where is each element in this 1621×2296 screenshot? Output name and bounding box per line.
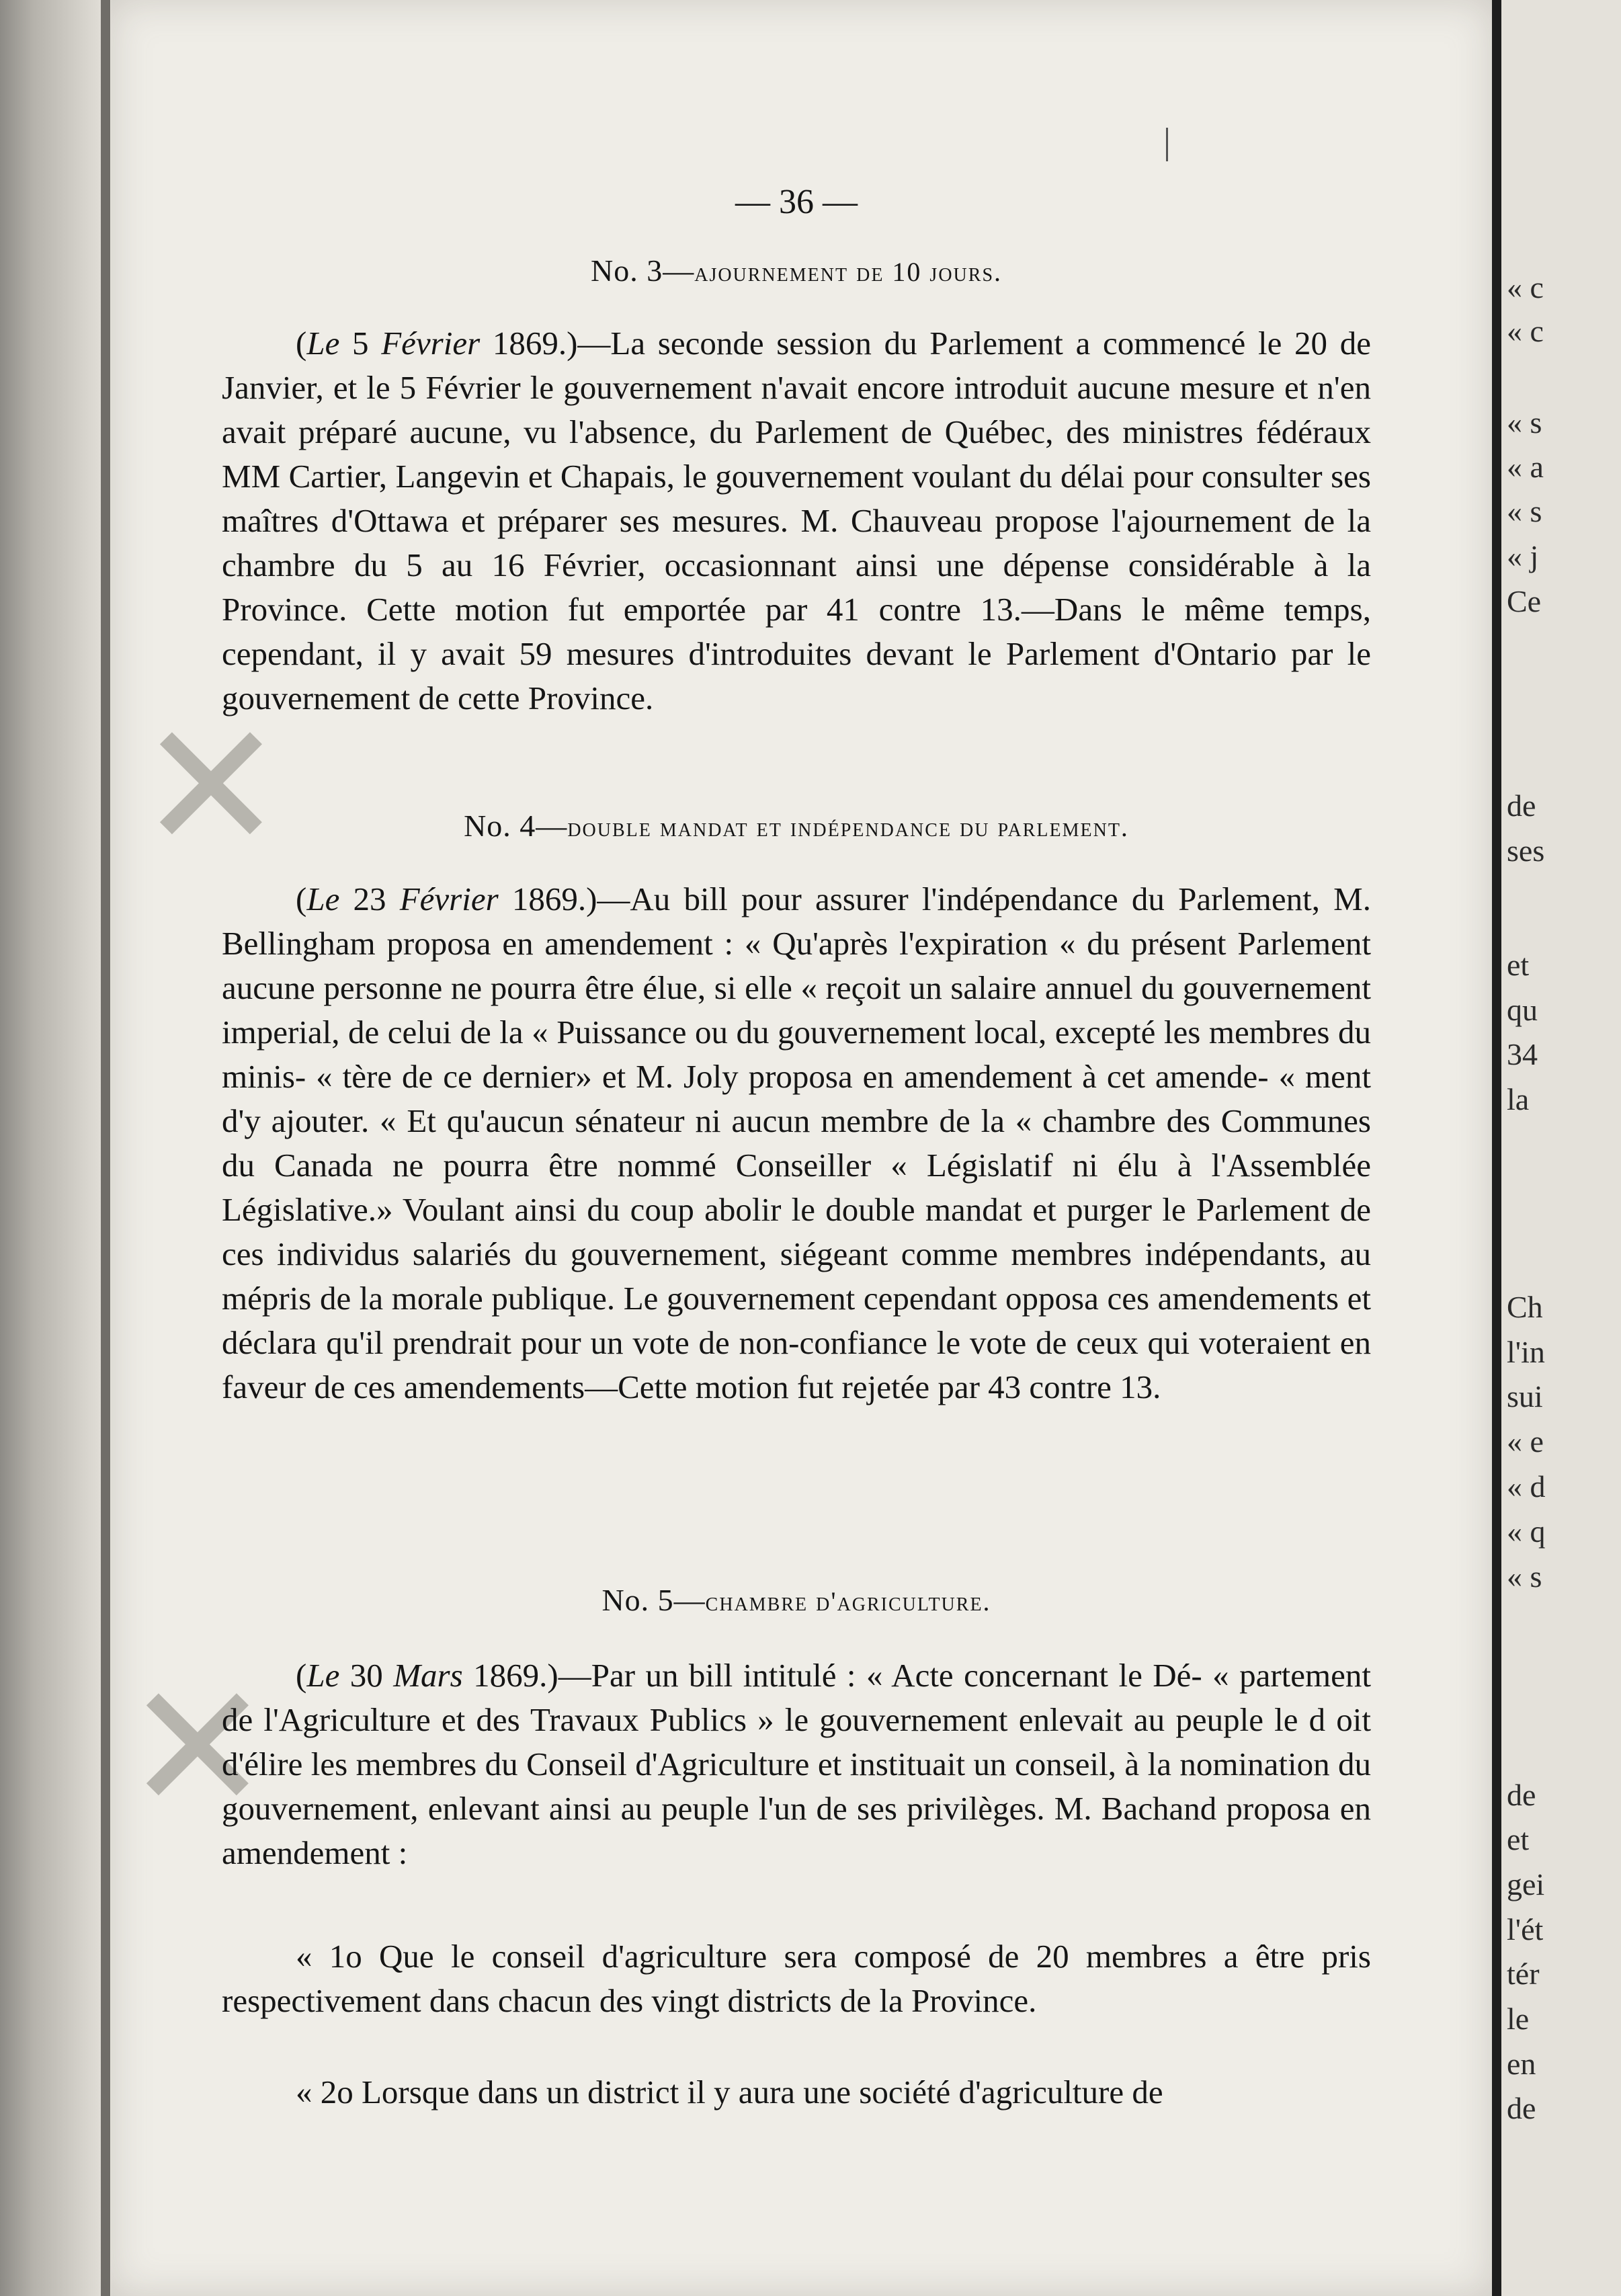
adjacent-page-fragment: « c — [1507, 270, 1544, 304]
amendment-clause-2: « 2o Lorsque dans un district il y aura une société d'agriculture de — [296, 2074, 1163, 2110]
adjacent-page-fragment: Ch — [1507, 1290, 1543, 1324]
date-year: 1869.) — [498, 880, 597, 917]
adjacent-page-fragment: gei — [1507, 1867, 1545, 1901]
adjacent-page-fragment: « j — [1507, 539, 1539, 573]
date-bracket: ( — [296, 1657, 307, 1694]
section-paragraph — [222, 321, 1371, 721]
adjacent-page-fragment: l'in — [1507, 1335, 1545, 1369]
date-le: Le — [306, 325, 340, 362]
date-year: 1869.) — [462, 1657, 558, 1694]
date-month: Février — [399, 880, 499, 917]
section-number: No. 3— — [590, 253, 695, 288]
adjacent-page-fragment: la — [1507, 1082, 1530, 1116]
adjacent-page-fragment: « s — [1507, 494, 1542, 528]
adjacent-page-fragment: l'ét — [1507, 1912, 1544, 1946]
date-month: Mars — [393, 1657, 463, 1694]
left-scan-margin — [0, 0, 111, 2296]
adjacent-page-fragment: de — [1507, 2091, 1536, 2125]
section-title: ajournement de 10 jours. — [694, 257, 1003, 287]
section-number: No. 5— — [601, 1583, 706, 1617]
date-day: 30 — [339, 1657, 394, 1694]
adjacent-page-fragment: « s — [1507, 1559, 1542, 1594]
section-heading-3 — [222, 249, 1371, 294]
date-le: Le — [306, 880, 340, 917]
adjacent-page-fragment: « s — [1507, 405, 1542, 440]
adjacent-page-fragment: « a — [1507, 450, 1544, 484]
section-paragraph — [222, 877, 1371, 1409]
page-edge — [1492, 0, 1501, 2296]
adjacent-page-fragment: « c — [1507, 314, 1544, 348]
paragraph-text: —La seconde session du Parlement a commencé le 20 de Janvier, et le 5 Février le gouvernement n'avait encore introduit aucune mesure et n'en avait préparé aucune, vu l'absence, du Parlement de Québec, des ministres fédéraux MM Cartier, Langevin et Chapais, le gouvernement voulant du délai pour consulter ses maîtres d'Ottawa et préparer ses mesures. M. Chauveau propose l'ajournement de la chambre du 5 au 16 Février, occasionnant ainsi une dépense considérable à la Province. Cette motion fut emportée par 41 contre 13.—Dans le même temps, cependant, il y avait 59 mesures d'introduites devant le Parlement d'Ontario par le gouvernement de cette Province. — [222, 325, 1371, 716]
adjacent-page-fragment: 34 — [1507, 1037, 1538, 1071]
page-number: — 36 — — [735, 183, 858, 221]
section-paragraph — [222, 1653, 1371, 1875]
section-number: No. 4— — [464, 809, 568, 843]
adjacent-page-fragment: de — [1507, 1778, 1536, 1812]
paragraph-text: —Au bill pour assurer l'indépendance du Parlement, M. Bellingham proposa en amendement : « Qu'après l'expiration « du présent Parlement aucune personne ne pourra être élue, si elle « reçoit un salaire annuel du gouvernement imperial, de celui de la « Puissance ou du gouvernement local, excepté les membres du minis- « tère de ce dernier» et M. Joly proposa en amendement à cet amende- « ment d'y ajouter. « Et qu'aucun sénateur ni aucun membre de la « chambre des Communes du Canada ne pourra être nommé Conseiller « Législatif ni élu à l'Assemblée Législative.» Voulant ainsi du coup abolir le double mandat et purger le Parlement de ces individus salariés du gouvernement, siégeant comme membres indépendants, au mépris de la morale publique. Le gouvernement cependant opposa ces amendements et déclara qu'il prendrait pour un vote de non-confiance le vote de ceux qui voteraient en faveur de ces amendements—Cette motion fut rejetée par 43 contre 13. — [222, 880, 1371, 1405]
adjacent-page-fragment: de — [1507, 788, 1536, 823]
date-bracket: ( — [296, 880, 307, 917]
section-title: chambre d'agriculture. — [705, 1586, 991, 1616]
date-month: Février — [381, 325, 481, 362]
adjacent-page-fragment: Ce — [1507, 584, 1542, 618]
amendment-clause-1: « 1o Que le conseil d'agriculture sera composé de 20 membres a être pris respectivement dans chacun des vingt districts de la Province. — [222, 1938, 1371, 2019]
adjacent-page-fragment: en — [1507, 2047, 1536, 2081]
binding-shadow — [101, 0, 110, 2296]
adjacent-page-fragment: « d — [1507, 1469, 1546, 1504]
pencil-cross-mark: ✕ — [138, 686, 284, 889]
adjacent-page-fragment: tér — [1507, 1957, 1540, 1991]
section-heading-4 — [222, 804, 1371, 850]
paragraph-text: —Par un bill intitulé : « Acte concernant le Dé- « partement de l'Agriculture et des Travaux Publics » le gouvernement enlevait au peuple le d oit d'élire les membres du Conseil d'Agriculture et instituait un conseil, à la nomination du gouvernement, enlevant ainsi au peuple l'un de ses privilèges. M. Bachand proposa en amendement : — [222, 1657, 1372, 1871]
adjacent-page-fragment: qu — [1507, 993, 1538, 1027]
adjacent-page-fragment: et — [1507, 948, 1530, 982]
page-blemish — [1166, 128, 1168, 161]
adjacent-page-fragment: le — [1507, 2002, 1530, 2036]
date-day: 5 — [339, 325, 382, 362]
date-day: 23 — [339, 880, 400, 917]
adjacent-page-fragment: et — [1507, 1822, 1530, 1856]
pencil-cross-mark: ✕ — [124, 1647, 271, 1850]
date-bracket: ( — [296, 325, 307, 362]
section-heading-5 — [222, 1578, 1371, 1624]
adjacent-page-fragment: sui — [1507, 1379, 1543, 1413]
adjacent-page-fragment: « e — [1507, 1424, 1544, 1459]
date-year: 1869.) — [480, 325, 578, 362]
adjacent-page — [1501, 0, 1621, 2296]
section-title: double mandat et indépendance du parlement. — [567, 812, 1129, 842]
adjacent-page-fragment: ses — [1507, 833, 1545, 868]
adjacent-page-fragment: « q — [1507, 1514, 1546, 1549]
date-le: Le — [306, 1657, 340, 1694]
